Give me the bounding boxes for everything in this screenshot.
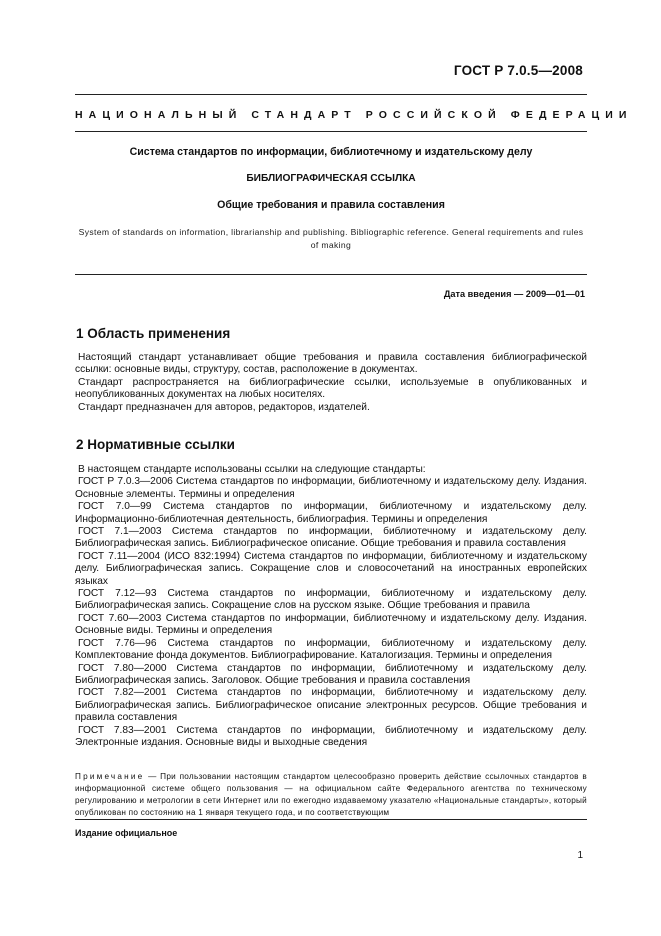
section-1-paragraph: Стандарт предназначен для авторов, редакторов, издателей. [78, 401, 370, 413]
section-2-body [75, 464, 587, 749]
section-1-paragraph: Настоящий стандарт устанавливает общие требования и правила составления библиографической ссылки: основные виды, структуру, состав, расположение в документах. [75, 352, 587, 376]
introduction-date: Дата введения — 2009—01—01 [443, 289, 585, 299]
normative-reference: ГОСТ 7.60—2003 Система стандартов по информации, библиотечному и издательскому делу. Издания. Основные виды. Термины и определения [75, 612, 587, 637]
english-title: System of standards on information, librarianship and publishing. Bibliographic reference. General requirements and rules of making [78, 227, 584, 250]
normative-reference: ГОСТ 7.82—2001 Система стандартов по информации, библиотечному и издательскому делу. Библиографическая запись. Библиографическое описание электронных ресурсов. Общие требования и правила составления [75, 687, 587, 724]
normative-reference: ГОСТ 7.76—96 Система стандартов по информации, библиотечному и издательскому делу. Комплектование фонда документов. Библиографирование. Каталогизация. Термины и определения [75, 637, 587, 662]
section-2-heading: 2 Нормативные ссылки [76, 437, 235, 452]
page-number: 1 [577, 850, 583, 861]
section-1-body [75, 352, 587, 414]
normative-reference: ГОСТ 7.80—2000 Система стандартов по информации, библиотечному и издательскому делу. Библиографическая запись. Заголовок. Общие требования и правила составления [75, 662, 587, 686]
normative-reference: ГОСТ 7.1—2003 Система стандартов по информации, библиотечному и издательскому делу. Библиографическая запись. Библиографическое описание. Общие требования и правила составления [75, 526, 587, 550]
normative-reference: ГОСТ 7.12—93 Система стандартов по информации, библиотечному и издательскому делу. Библиографическая запись. Сокращение слов на русском языке. Общие требования и правила [75, 588, 587, 612]
standard-system-title: Система стандартов по информации, библиотечному и издательскому делу [129, 146, 533, 158]
official-edition-label: Издание официальное [75, 828, 178, 838]
section-1-heading: 1 Область применения [76, 326, 231, 341]
normative-reference: ГОСТ 7.83—2001 Система стандартов по информации, библиотечному и издательскому делу. Электронные издания. Основные виды и выходные сведения [75, 724, 587, 748]
normative-reference: ГОСТ Р 7.0.3—2006 Система стандартов по информации, библиотечному и издательскому делу. Издания. Основные элементы. Термины и определения [75, 476, 587, 500]
document-code: ГОСТ Р 7.0.5—2008 [453, 63, 583, 78]
note-label: Примечание [75, 772, 145, 781]
document-title: БИБЛИОГРАФИЧЕСКАЯ ССЫЛКА [246, 173, 416, 184]
national-standard-banner: НАЦИОНАЛЬНЫЙ СТАНДАРТ РОССИЙСКОЙ ФЕДЕРАЦИИ [75, 109, 633, 121]
note-block [75, 771, 587, 819]
title-divider [75, 274, 587, 275]
note-text: — При пользовании настоящим стандартом целесообразно проверить действие ссылочных стандартов в информационной системе общего пользования — на официальном сайте Федерального агентства по техническому регулированию и метрологии в сети Интернет или по ежегодно издаваемому указателю «Национальные стандарты», который опубликован по состоянию на 1 января текущего года, и по соответствующим [75, 772, 587, 817]
section-1-paragraph: Стандарт распространяется на библиографические ссылки, используемые в опубликованных и неопубликованных документах на любых носителях. [75, 376, 587, 401]
normative-reference: ГОСТ 7.0—99 Система стандартов по информации, библиотечному и издательскому делу. Информационно-библиотечная деятельность, библиография. Термины и определения [75, 501, 587, 525]
document-subtitle: Общие требования и правила составления [217, 199, 445, 211]
banner-divider [75, 131, 587, 132]
top-divider [75, 94, 587, 95]
section-2-intro: В настоящем стандарте использованы ссылки на следующие стандарты: [78, 464, 426, 475]
normative-reference: ГОСТ 7.11—2004 (ИСО 832:1994) Система стандартов по информации, библиотечному и издательскому делу. Библиографическая запись. Сокращение слов и словосочетаний на иностранных европейских языках [75, 550, 587, 587]
footer-divider [75, 819, 587, 820]
